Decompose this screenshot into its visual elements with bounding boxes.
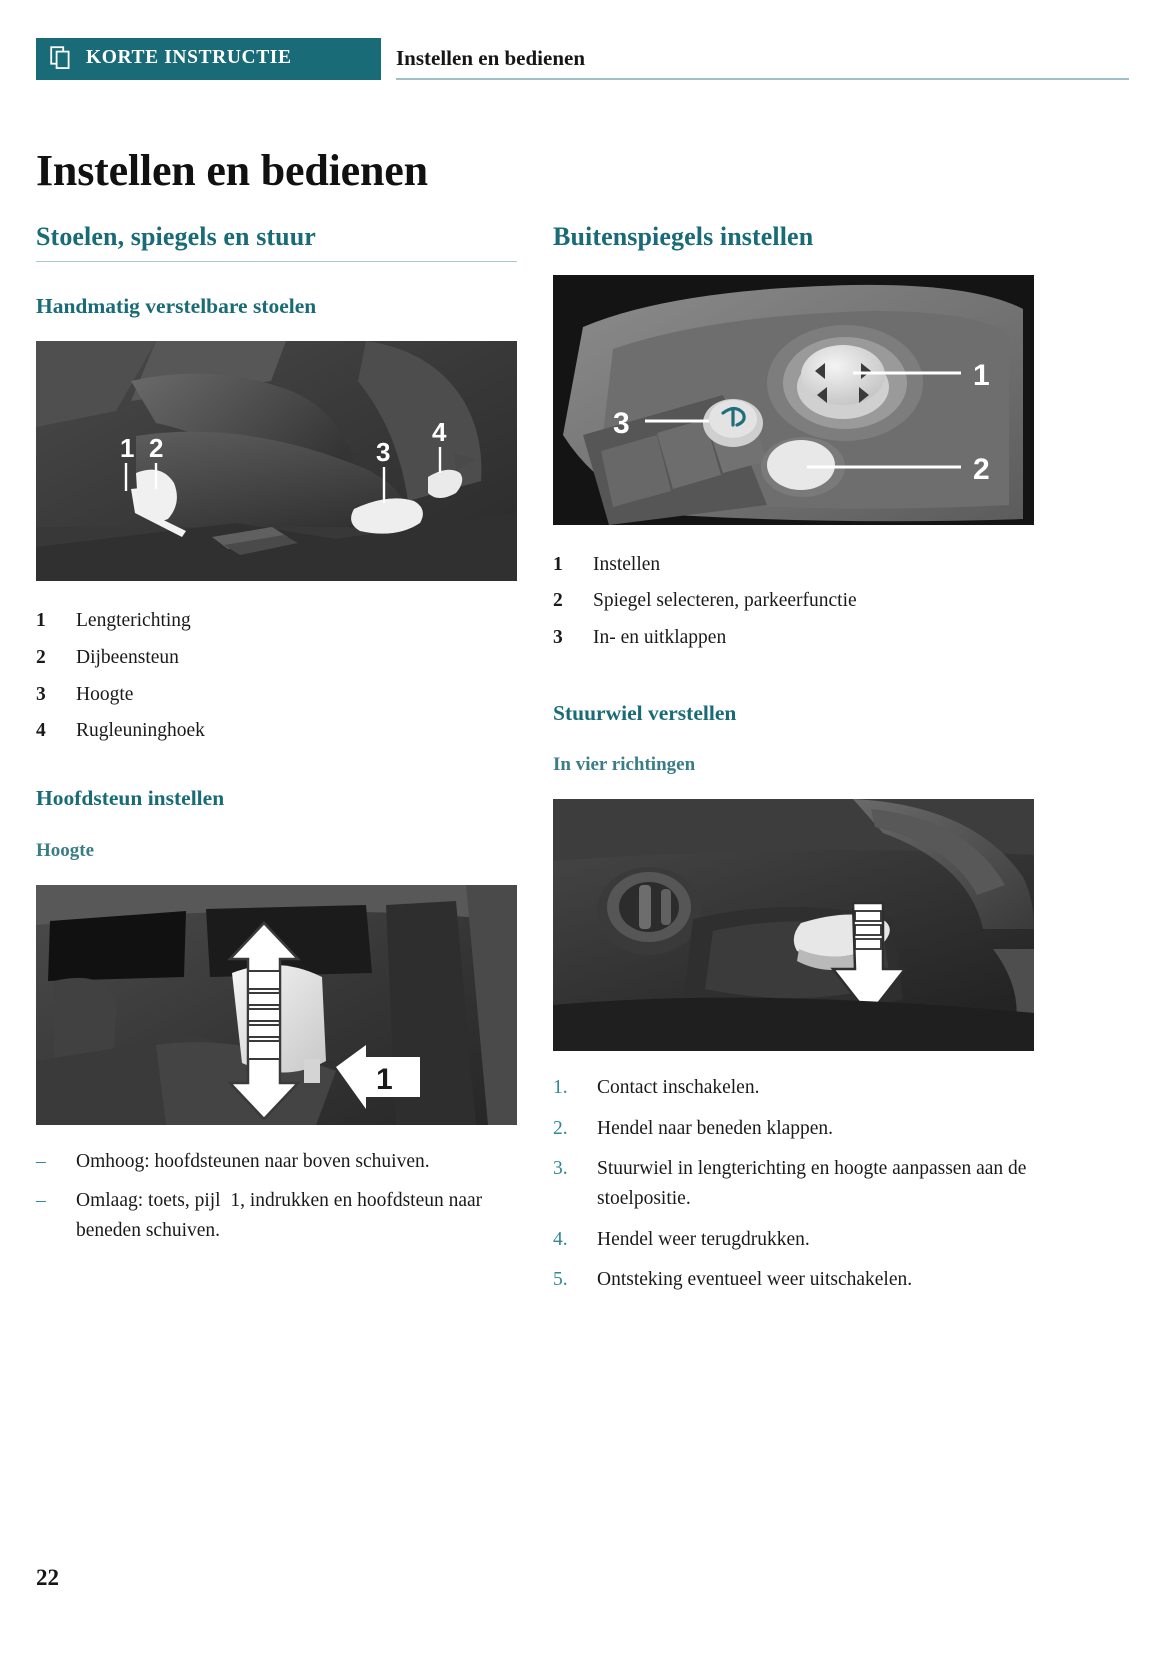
step-number: 5. bbox=[553, 1269, 568, 1291]
list-item bbox=[553, 1154, 1040, 1213]
svg-text:1: 1 bbox=[376, 1062, 393, 1096]
list-item bbox=[553, 1265, 1040, 1295]
bullet-text: Omlaag: toets, pijl 1, indrukken en hoofdsteun naar beneden schuiven. bbox=[76, 1190, 483, 1241]
page-title: Instellen en bedienen bbox=[36, 146, 428, 196]
step-number: 2. bbox=[553, 1117, 568, 1139]
steering-steps-list bbox=[553, 1073, 1040, 1295]
seat-callout-1: 1 bbox=[120, 433, 135, 464]
step-text: Ontsteking eventueel weer uitschakelen. bbox=[597, 1269, 913, 1291]
seat-callout-3: 3 bbox=[376, 437, 391, 468]
list-item bbox=[553, 583, 1040, 620]
subheading-headrest: Hoofdsteun instellen bbox=[36, 786, 225, 811]
list-item bbox=[553, 620, 1040, 657]
subsubheading-four-directions: In vier richtingen bbox=[553, 754, 696, 776]
section-heading-seats-mirrors-steering: Stoelen, spiegels en stuur bbox=[36, 222, 316, 251]
steering-column-photo bbox=[553, 799, 1034, 1051]
step-text: Hendel naar beneden klappen. bbox=[597, 1117, 834, 1139]
subsubheading-headrest-height: Hoogte bbox=[36, 839, 95, 861]
subheading-manual-seats: Handmatig verstelbare stoelen bbox=[36, 293, 317, 318]
list-item bbox=[36, 677, 523, 714]
figure-manual-seat bbox=[36, 341, 517, 581]
step-text: Contact inschakelen. bbox=[597, 1077, 760, 1099]
list-item bbox=[36, 603, 523, 640]
legend-number: 3 bbox=[36, 683, 46, 705]
legend-number: 1 bbox=[553, 553, 563, 575]
legend-label: Spiegel selecteren, parkeerfunctie bbox=[593, 590, 857, 612]
legend-label: Dijbeensteun bbox=[76, 647, 179, 669]
seat-photo bbox=[36, 341, 517, 581]
copy-document-icon bbox=[50, 46, 72, 70]
chapter-tab-label: KORTE INSTRUCTIE bbox=[86, 47, 292, 68]
mirror-callout-1: 1 bbox=[973, 358, 990, 392]
left-column bbox=[36, 222, 523, 1256]
step-text: Hendel weer terugdrukken. bbox=[597, 1228, 810, 1250]
list-item bbox=[553, 1114, 1040, 1144]
bullet-dash: – bbox=[36, 1190, 46, 1212]
running-header bbox=[36, 38, 1129, 78]
list-item bbox=[553, 1073, 1040, 1103]
mirror-callout-2: 2 bbox=[973, 452, 990, 486]
subheading-steering-wheel: Stuurwiel verstellen bbox=[553, 700, 737, 725]
running-title: Instellen en bedienen bbox=[396, 45, 586, 70]
list-item bbox=[36, 713, 523, 750]
legend-number: 3 bbox=[553, 626, 563, 648]
headrest-bullet-list bbox=[36, 1147, 523, 1246]
figure-mirror-controls bbox=[553, 275, 1034, 525]
list-item bbox=[36, 640, 523, 677]
list-item bbox=[36, 1186, 523, 1245]
step-text: Stuurwiel in lengterichting en hoogte aanpassen aan de stoelpositie. bbox=[597, 1158, 1027, 1210]
bullet-dash: – bbox=[36, 1150, 46, 1172]
legend-number: 1 bbox=[36, 610, 46, 632]
header-rule bbox=[396, 78, 1129, 80]
list-item bbox=[553, 547, 1040, 584]
list-item bbox=[36, 1147, 523, 1177]
bullet-text: Omhoog: hoofdsteunen naar boven schuiven. bbox=[76, 1150, 430, 1172]
mirror-controls-photo bbox=[553, 275, 1034, 525]
step-number: 4. bbox=[553, 1228, 568, 1250]
legend-label: Instellen bbox=[593, 553, 661, 575]
legend-number: 4 bbox=[36, 720, 46, 742]
legend-label: In- en uitklappen bbox=[593, 626, 727, 648]
legend-number: 2 bbox=[36, 647, 46, 669]
list-item bbox=[553, 1225, 1040, 1255]
legend-label: Rugleuninghoek bbox=[76, 720, 205, 742]
seat-callout-4: 4 bbox=[432, 417, 447, 448]
step-number: 1. bbox=[553, 1077, 568, 1099]
header-rule-accent bbox=[36, 78, 381, 80]
mirror-legend-list bbox=[553, 547, 1040, 657]
figure-headrest-height bbox=[36, 885, 517, 1125]
seat-callout-2: 2 bbox=[149, 433, 164, 464]
figure-steering-column bbox=[553, 799, 1034, 1051]
legend-label: Lengterichting bbox=[76, 610, 191, 632]
mirror-callout-3: 3 bbox=[613, 406, 630, 440]
legend-label: Hoogte bbox=[76, 683, 134, 705]
page-number: 22 bbox=[36, 1565, 59, 1590]
section-heading-exterior-mirrors: Buitenspiegels instellen bbox=[553, 222, 814, 251]
headrest-photo bbox=[36, 885, 517, 1125]
seat-legend-list bbox=[36, 603, 523, 750]
step-number: 3. bbox=[553, 1158, 568, 1180]
legend-number: 2 bbox=[553, 590, 563, 612]
right-column bbox=[553, 222, 1040, 1306]
chapter-tab bbox=[36, 38, 381, 78]
